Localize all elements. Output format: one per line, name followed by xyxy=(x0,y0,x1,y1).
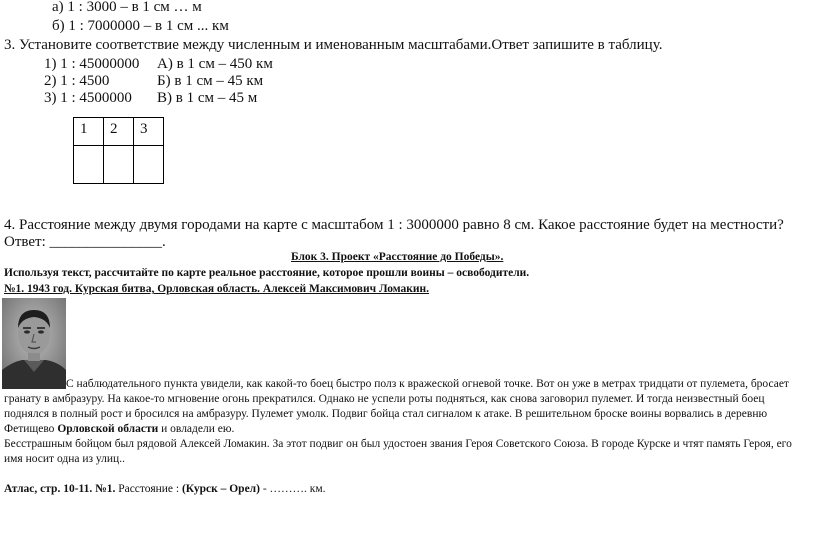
q3-numeric-2: 2) 1 : 4500 xyxy=(44,73,110,89)
answer-cell-3[interactable] xyxy=(134,146,164,184)
q4-text: 4. Расстояние между двумя городами на карте с масштабом 1 : 3000000 равно 8 см. Какое расстояние будет на местности? xyxy=(4,217,784,233)
q2-item-b: б) 1 : 7000000 – в 1 см ... км xyxy=(52,18,229,34)
atlas-ref: Атлас, стр. 10-11. №1. xyxy=(4,483,116,495)
q3-named-c: В) в 1 см – 45 м xyxy=(157,90,258,106)
block-instruction: Используя текст, рассчитайте по карте реальное расстояние, которое прошли воины – освободители. xyxy=(4,267,530,279)
item-heading: №1. 1943 год. Курская битва, Орловская область. Алексей Максимович Ломакин. xyxy=(4,283,430,295)
q2-item-a: а) 1 : 3000 – в 1 см … м xyxy=(52,0,202,15)
story-line-6: имя носит одна из улиц.. xyxy=(4,453,125,465)
answer-table xyxy=(73,117,164,184)
q3-named-b: Б) в 1 см – 45 км xyxy=(157,73,264,89)
q3-numeric-1: 1) 1 : 45000000 xyxy=(44,56,140,72)
q3-numeric-3: 3) 1 : 4500000 xyxy=(44,90,132,106)
q4-answer: Ответ: _______________. xyxy=(4,234,166,250)
village-name: Фетищево xyxy=(4,423,58,435)
atlas-distance-label: Расстояние : xyxy=(115,483,182,495)
block-title: Блок 3. Проект «Расстояние до Победы». xyxy=(291,251,504,263)
answer-cell-2[interactable] xyxy=(104,146,134,184)
story-line-3: поднялся в полный рост и бросился на амбразуру. Пулемет умолк. Подвиг бойца стал сигналом к атаке. В решительном броске воины ворвались в деревню xyxy=(4,408,768,420)
answer-table-header-2: 2 xyxy=(104,118,134,146)
region-name: Орловской области xyxy=(57,423,159,435)
q3-named-a: А) в 1 см – 450 км xyxy=(157,56,273,72)
story-line-4-end: и овладели ею. xyxy=(158,423,235,435)
answer-cell-1[interactable] xyxy=(74,146,104,184)
atlas-route: (Курск – Орел) xyxy=(181,483,260,495)
atlas-blank: - ………. км. xyxy=(259,483,326,495)
story-line-5: Бесстрашным бойцом был рядовой Алексей Ломакин. За этот подвиг он был удостоен звания Героя Советского Союза. В городе Курске и чтят память Героя, его xyxy=(4,438,792,450)
story-line-1: С наблюдательного пункта увидели, как какой-то боец быстро полз к вражеской огневой точке. Вот он уже в метрах тридцати от пулемета, бросает xyxy=(66,378,789,390)
story-line-4 xyxy=(4,422,234,437)
answer-table-header-3: 3 xyxy=(134,118,164,146)
q3-title: 3. Установите соответствие между численным и именованным масштабами.Ответ запишите в таблицу. xyxy=(4,37,663,53)
portrait-icon xyxy=(2,298,66,389)
answer-table-header-1: 1 xyxy=(74,118,104,146)
story-line-2: гранату в амбразуру. На какое-то мгновение огонь прекратился. Однако не успели роты подняться, как снова заговорил пулемет. И тогда неизвестный боец xyxy=(4,393,765,405)
atlas-task xyxy=(4,482,326,497)
portrait-photo xyxy=(2,298,66,389)
